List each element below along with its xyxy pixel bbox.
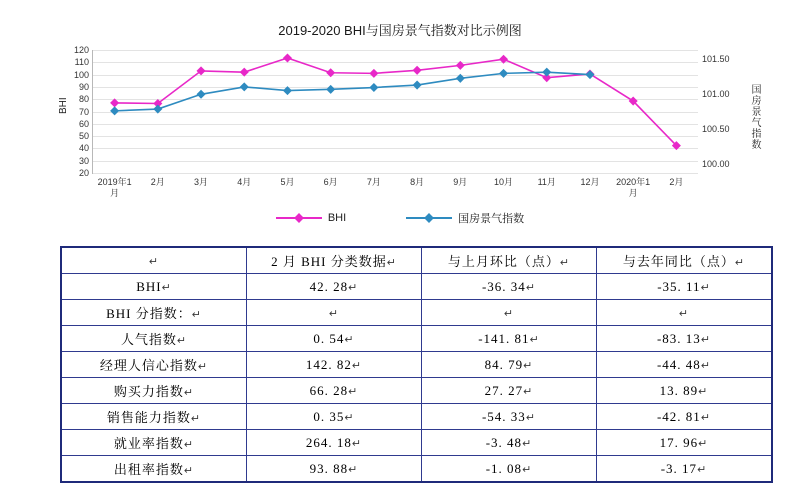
cell-value-mom: 27. 27↵ bbox=[422, 378, 597, 404]
cell-value-current bbox=[247, 300, 422, 326]
table-row bbox=[61, 430, 772, 456]
paragraph-mark: ↵ bbox=[344, 333, 355, 346]
y2-tick-label: 100.00 bbox=[702, 159, 730, 170]
legend-marker bbox=[424, 213, 434, 223]
paragraph-mark: ↵ bbox=[351, 437, 363, 450]
y2-axis-label: 国房景气指数 bbox=[749, 84, 760, 150]
cell-value-mom bbox=[422, 300, 597, 326]
x-tick-label: 2020年1 月 bbox=[616, 177, 651, 198]
cell-value-yoy: -44. 48↵ bbox=[597, 352, 773, 378]
paragraph-mark: ↵ bbox=[348, 385, 359, 398]
table-row bbox=[61, 326, 772, 352]
y2-tick-label: 101.50 bbox=[702, 53, 730, 64]
paragraph-mark: ↵ bbox=[197, 361, 209, 373]
legend-item-bhi bbox=[276, 212, 346, 224]
x-tick-label: 2019年1 月 bbox=[97, 177, 132, 198]
data-point bbox=[456, 61, 465, 70]
data-point bbox=[326, 85, 335, 94]
paragraph-mark: ↵ bbox=[700, 333, 712, 346]
paragraph-mark: ↵ bbox=[559, 257, 571, 269]
x-tick-label: 9月 bbox=[453, 177, 468, 187]
y-tick-label: 60 bbox=[78, 118, 89, 129]
x-tick-label: 8月 bbox=[410, 177, 425, 187]
table-row bbox=[61, 300, 772, 326]
y-axis-label: BHI bbox=[58, 97, 69, 114]
cell-value-current: 142. 82↵ bbox=[247, 352, 422, 378]
data-point bbox=[413, 81, 422, 90]
x-tick-label: 2月 bbox=[669, 177, 684, 187]
cell-value-yoy: -83. 13↵ bbox=[597, 326, 773, 352]
y-tick-label: 40 bbox=[78, 143, 89, 154]
x-tick-label: 7月 bbox=[366, 177, 381, 187]
cell-value-mom: -54. 33↵ bbox=[422, 404, 597, 430]
gridline bbox=[93, 173, 698, 174]
data-point bbox=[542, 68, 551, 77]
table-row bbox=[61, 274, 772, 300]
y-tick-label: 30 bbox=[78, 155, 89, 166]
y-tick-label: 70 bbox=[78, 106, 89, 117]
cell-value-current: 66. 28↵ bbox=[247, 378, 422, 404]
paragraph-mark: ↵ bbox=[525, 411, 537, 424]
cell-value-current: 42. 28↵ bbox=[247, 274, 422, 300]
data-point bbox=[153, 105, 162, 114]
y-tick-label: 50 bbox=[78, 131, 89, 142]
column-header: 2 月 BHI 分类数据↵ bbox=[247, 247, 422, 274]
x-tick-label: 4月 bbox=[237, 177, 252, 187]
paragraph-mark: ↵ bbox=[523, 385, 534, 398]
x-tick-label: 5月 bbox=[280, 177, 295, 187]
data-point bbox=[369, 69, 378, 78]
cell-value-mom: -3. 48↵ bbox=[422, 430, 597, 456]
data-point bbox=[110, 106, 119, 115]
row-label: 购买力指数↵ bbox=[61, 378, 247, 404]
row-label: 销售能力指数↵ bbox=[61, 404, 247, 430]
paragraph-mark: ↵ bbox=[700, 411, 712, 424]
paragraph-mark: ↵ bbox=[523, 359, 534, 372]
x-tick-label: 2月 bbox=[150, 177, 165, 187]
y-tick-label: 110 bbox=[74, 57, 89, 68]
data-point bbox=[369, 83, 378, 92]
paragraph-mark: ↵ bbox=[386, 257, 397, 269]
row-label: 出租率指数↵ bbox=[61, 456, 247, 483]
paragraph-mark: ↵ bbox=[183, 439, 195, 451]
y-tick-label: 90 bbox=[78, 81, 89, 92]
x-tick-label: 10月 bbox=[494, 177, 514, 187]
y-tick-label: 100 bbox=[73, 69, 89, 80]
paragraph-mark: ↵ bbox=[503, 307, 515, 320]
data-point bbox=[283, 53, 292, 62]
cell-value-yoy: -35. 11↵ bbox=[597, 274, 773, 300]
data-point bbox=[197, 90, 206, 99]
legend-swatch-index bbox=[406, 217, 452, 219]
paragraph-mark: ↵ bbox=[698, 385, 709, 398]
table-row bbox=[61, 456, 772, 483]
cell-value-current: 0. 54↵ bbox=[247, 326, 422, 352]
y2-tick-label: 100.50 bbox=[702, 124, 730, 135]
legend-label-index: 国房景气指数 bbox=[458, 213, 525, 225]
paragraph-mark: ↵ bbox=[191, 309, 202, 321]
x-tick-label: 12月 bbox=[580, 177, 600, 187]
paragraph-mark: ↵ bbox=[700, 359, 712, 372]
paragraph-mark: ↵ bbox=[190, 413, 202, 425]
table-row bbox=[61, 378, 772, 404]
legend-item-index bbox=[406, 210, 524, 226]
cell-value-mom: -141. 81↵ bbox=[422, 326, 597, 352]
y2-tick-label: 101.00 bbox=[702, 88, 730, 99]
y-tick-label: 80 bbox=[78, 94, 89, 105]
data-point bbox=[240, 68, 249, 77]
cell-value-current: 93. 88↵ bbox=[247, 456, 422, 483]
paragraph-mark: ↵ bbox=[700, 281, 711, 294]
paragraph-mark: ↵ bbox=[525, 281, 537, 294]
paragraph-mark: ↵ bbox=[522, 463, 533, 476]
chart-title: 2019-2020 BHI与国房景气指数对比示例图 bbox=[278, 23, 522, 38]
paragraph-mark: ↵ bbox=[183, 387, 195, 399]
paragraph-mark: ↵ bbox=[348, 281, 359, 294]
data-table bbox=[60, 246, 773, 483]
row-label: BHI↵ bbox=[61, 274, 247, 300]
cell-value-current: 0. 35↵ bbox=[247, 404, 422, 430]
paragraph-mark: ↵ bbox=[328, 307, 340, 320]
x-tick-label: 11月 bbox=[537, 177, 556, 187]
legend-marker bbox=[294, 213, 304, 223]
paragraph-mark: ↵ bbox=[351, 359, 363, 372]
data-point bbox=[499, 55, 508, 64]
data-table-wrap bbox=[60, 246, 750, 483]
paragraph-mark: ↵ bbox=[148, 255, 160, 268]
paragraph-mark: ↵ bbox=[698, 437, 709, 450]
row-label: 人气指数↵ bbox=[61, 326, 247, 352]
data-point bbox=[585, 70, 594, 79]
cell-value-current: 264. 18↵ bbox=[247, 430, 422, 456]
data-point bbox=[240, 82, 249, 91]
paragraph-mark: ↵ bbox=[734, 257, 746, 269]
column-header: 与上月环比（点）↵ bbox=[422, 247, 597, 274]
column-header: 与去年同比（点）↵ bbox=[597, 247, 773, 274]
paragraph-mark: ↵ bbox=[697, 463, 708, 476]
paragraph-mark: ↵ bbox=[529, 333, 540, 346]
data-point bbox=[456, 74, 465, 83]
row-label: 就业率指数↵ bbox=[61, 430, 247, 456]
column-header bbox=[61, 247, 247, 274]
cell-value-yoy: 13. 89↵ bbox=[597, 378, 773, 404]
series-layer bbox=[93, 50, 698, 173]
y-tick-label: 20 bbox=[78, 168, 89, 178]
data-point bbox=[499, 69, 508, 78]
table-header-row bbox=[61, 247, 772, 274]
legend-swatch-bhi bbox=[276, 217, 322, 219]
paragraph-mark: ↵ bbox=[522, 437, 533, 450]
x-tick-label: 6月 bbox=[323, 177, 338, 187]
table-row bbox=[61, 352, 772, 378]
paragraph-mark: ↵ bbox=[183, 465, 195, 477]
legend-label-bhi: BHI bbox=[327, 212, 347, 224]
cell-value-yoy: -3. 17↵ bbox=[597, 456, 773, 483]
data-point bbox=[110, 98, 119, 107]
cell-value-mom: -1. 08↵ bbox=[422, 456, 597, 483]
data-point bbox=[413, 66, 422, 75]
paragraph-mark: ↵ bbox=[176, 335, 188, 347]
cell-value-yoy: -42. 81↵ bbox=[597, 404, 773, 430]
chart-area bbox=[58, 44, 760, 198]
y-tick-label: 120 bbox=[73, 45, 89, 55]
plot-region bbox=[73, 45, 730, 198]
table-row bbox=[61, 404, 772, 430]
cell-value-mom: 84. 79↵ bbox=[422, 352, 597, 378]
cell-value-mom: -36. 34↵ bbox=[422, 274, 597, 300]
paragraph-mark: ↵ bbox=[161, 281, 172, 294]
cell-value-yoy bbox=[597, 300, 773, 326]
paragraph-mark: ↵ bbox=[344, 411, 355, 424]
cell-value-yoy: 17. 96↵ bbox=[597, 430, 773, 456]
row-label: 经理人信心指数↵ bbox=[61, 352, 247, 378]
data-point bbox=[326, 68, 335, 77]
series-line-1 bbox=[115, 72, 590, 111]
paragraph-mark: ↵ bbox=[678, 307, 690, 320]
x-tick-label: 3月 bbox=[194, 177, 209, 187]
chart-legend bbox=[0, 210, 800, 226]
data-point bbox=[283, 86, 292, 95]
paragraph-mark: ↵ bbox=[348, 463, 359, 476]
row-label: BHI 分指数：↵ bbox=[61, 300, 247, 326]
